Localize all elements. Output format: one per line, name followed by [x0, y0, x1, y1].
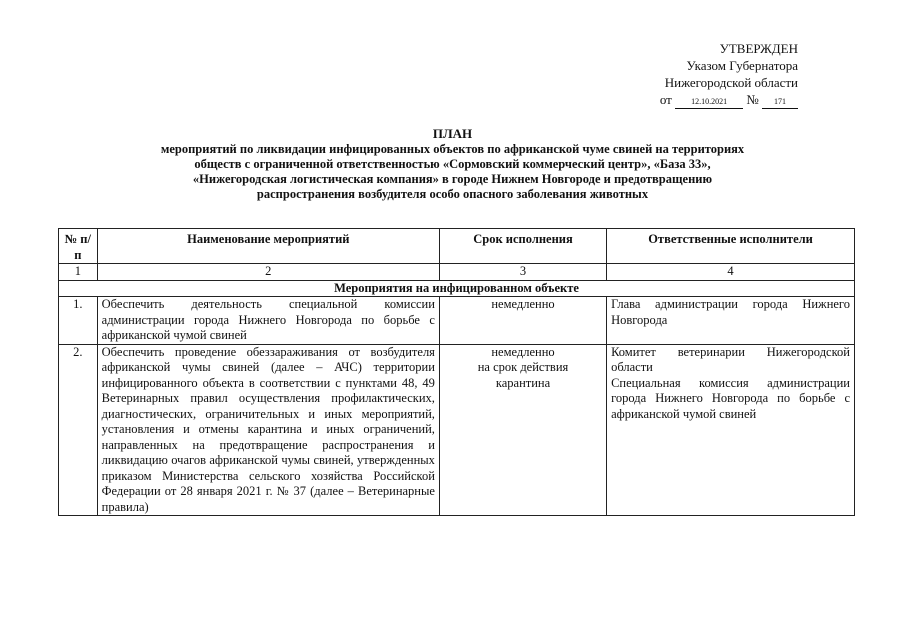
title-line-2: обществ с ограниченной ответственностью «Сормовский коммерческий центр», «База 33»,: [194, 157, 711, 171]
approval-region: Нижегородской области: [664, 75, 798, 90]
header-number: № п/п: [59, 229, 98, 264]
approval-status: УТВЕРЖДЕН: [719, 41, 798, 56]
title-line-4: распространения возбудителя особо опасного заболевания животных: [256, 187, 649, 201]
column-index: 3: [439, 264, 606, 281]
section-title: Мероприятия на инфицированном объекте: [59, 280, 855, 297]
approval-stamp: [598, 40, 798, 109]
row-responsible: [607, 344, 855, 516]
responsible-part: Специальная комиссия администрации города Нижнего Новгорода по борьбе с африканской чумой свиней: [611, 375, 850, 421]
deadline-part: на срок действия: [477, 360, 569, 374]
title-line-3: «Нижегородская логистическая компания» в городе Нижнем Новгороде и предотвращению: [192, 172, 713, 186]
document-title: [60, 126, 845, 202]
decree-date: 12.10.2021: [675, 97, 743, 109]
table-row: [59, 297, 855, 345]
deadline-part: карантина: [495, 375, 551, 390]
title-line-1: мероприятий по ликвидации инфицированных объектов по африканской чуме свиней на территориях: [160, 142, 745, 156]
header-responsible: Ответственные исполнители: [607, 229, 855, 264]
deadline-part: немедленно: [491, 344, 555, 359]
row-responsible: Глава администрации города Нижнего Новгорода: [607, 297, 855, 345]
plan-table: [58, 228, 855, 516]
number-label: №: [746, 92, 759, 107]
column-index: 1: [59, 264, 98, 281]
column-index-row: [59, 264, 855, 281]
responsible-part: Комитет ветеринарии Нижегородской области: [611, 344, 850, 374]
table-header-row: [59, 229, 855, 264]
row-deadline: [439, 344, 606, 516]
column-index: 4: [607, 264, 855, 281]
row-action: Обеспечить проведение обеззараживания от возбудителя африканской чумы свиней (далее – АЧС) территории инфицированного объекта в соответствии с пунктами 48, 49 Ветеринарных правил осуществления профилактических, диагностических, ограничительных и иных мероприятий, установления и отмены карантина и иных ограничений, направленных на предотвращение распространения и ликвидацию очагов африканской чумы свиней, утвержденных приказом Министерства сельского хозяйства Российской Федерации от 28 января 2021 г. № 37 (далее – Ветеринарные правила): [97, 344, 439, 516]
from-label: от: [659, 92, 672, 107]
column-index: 2: [97, 264, 439, 281]
header-deadline: Срок исполнения: [439, 229, 606, 264]
row-number: 1.: [59, 297, 98, 345]
table-row: [59, 344, 855, 516]
row-number: 2.: [59, 344, 98, 516]
approval-decree: Указом Губернатора: [686, 58, 798, 73]
row-action: Обеспечить деятельность специальной комиссии администрации города Нижнего Новгорода по борьбе с африканской чумой свиней: [97, 297, 439, 345]
approval-date-line: [598, 91, 798, 109]
row-deadline: немедленно: [439, 297, 606, 345]
header-action: Наименование мероприятий: [97, 229, 439, 264]
section-row: [59, 280, 855, 297]
plan-heading: ПЛАН: [432, 126, 473, 141]
decree-number: 171: [762, 97, 798, 109]
